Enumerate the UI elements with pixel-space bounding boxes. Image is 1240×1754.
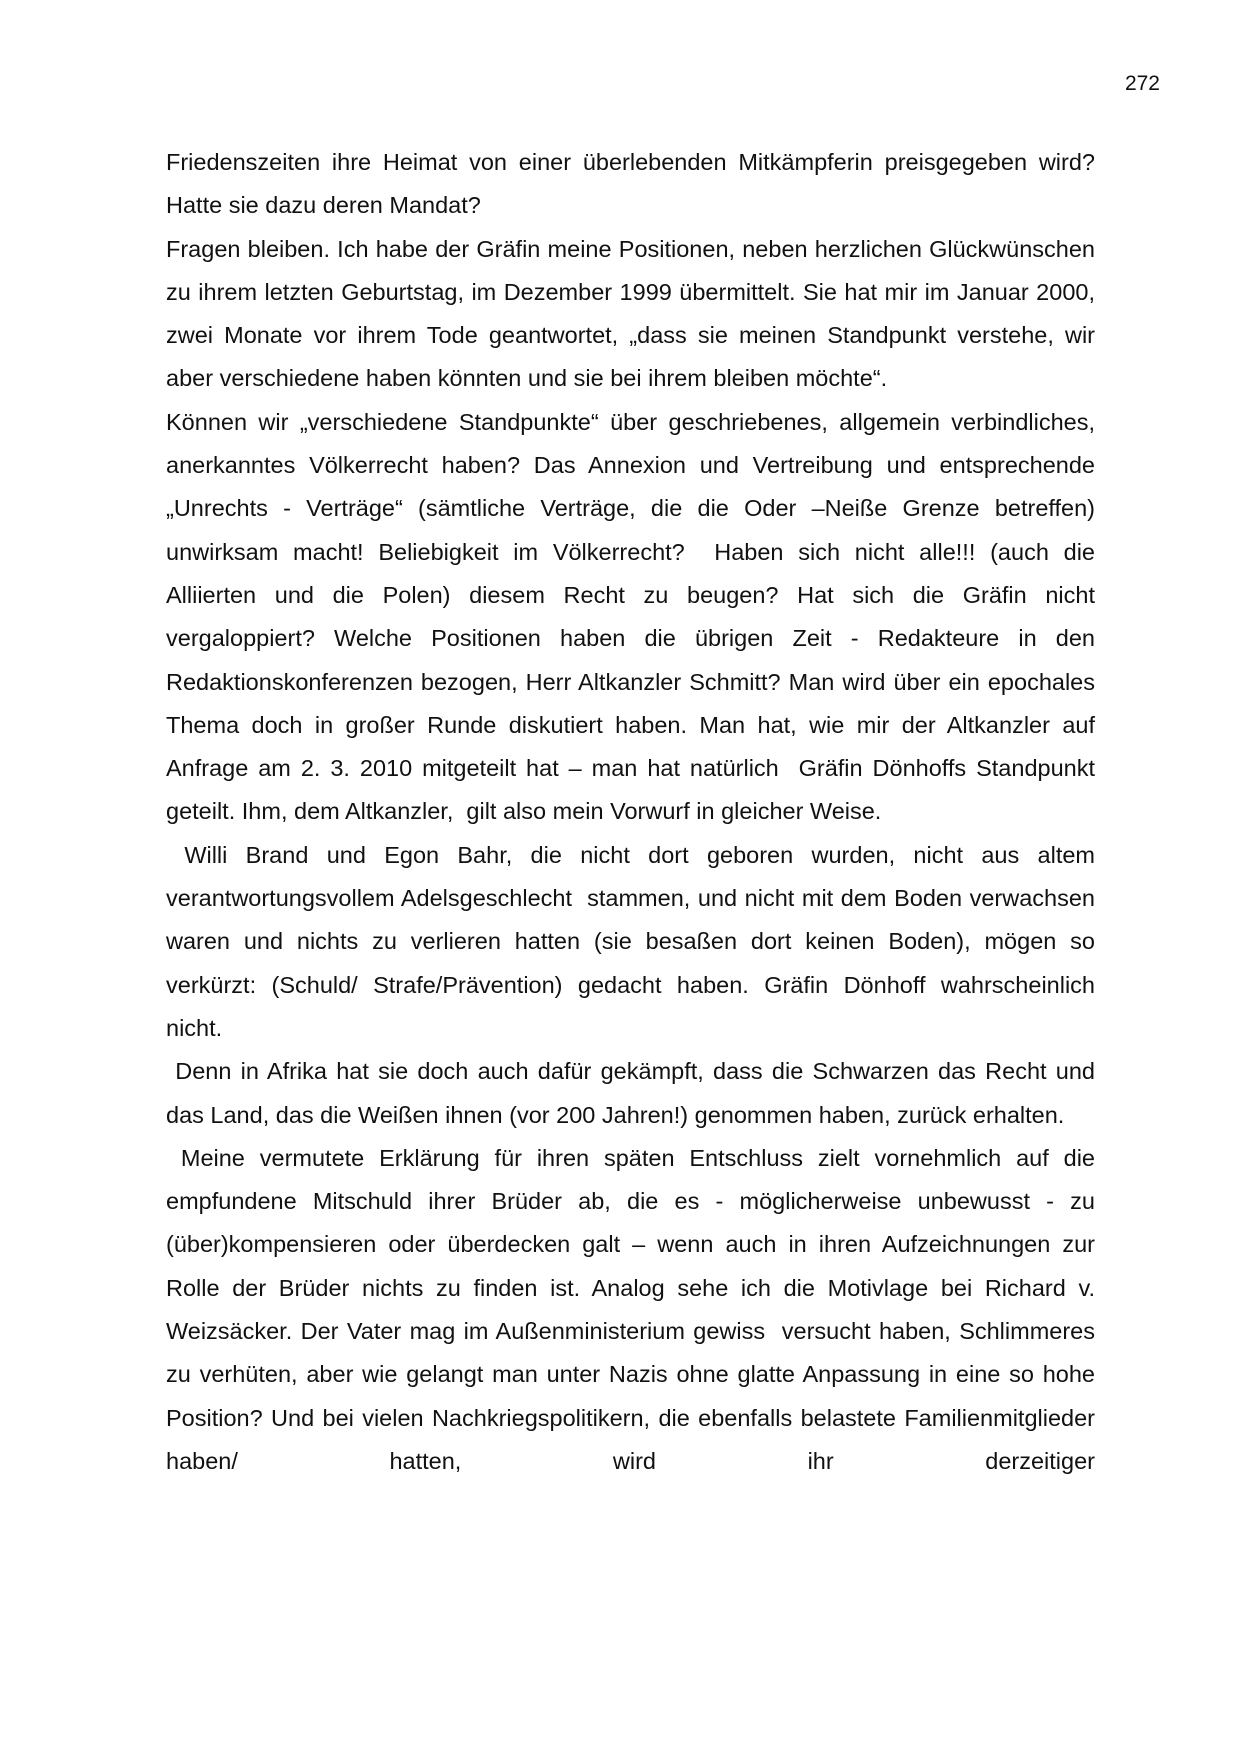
paragraph: Meine vermutete Erklärung für ihren späten Entschluss zielt vornehmlich auf die empfundene Mitschuld ihrer Brüder ab, die es - möglicherweise unbewusst - zu (über)kompensieren oder überdecken galt – wenn auch in ihren Aufzeichnungen zur Rolle der Brüder nichts zu finden ist. Analog sehe ich die Motivlage bei Richard v. Weizsäcker. Der Vater mag im Außenministerium gewiss versucht haben, Schlimmeres zu verhüten, aber wie gelangt man unter Nazis ohne glatte Anpassung in eine so hohe Position? Und bei vielen Nachkriegspolitikern, die ebenfalls belastete Familienmitglieder haben/ hatten, wird ihr derzeitiger [166, 1144, 1102, 1474]
paragraph: Willi Brand und Egon Bahr, die nicht dort geboren wurden, nicht aus altem verantwortungsvollem Adelsgeschlecht stammen, und nicht mit dem Boden verwachsen waren und nichts zu verlieren hatten (sie besaßen dort keinen Boden), mögen so verkürzt: (Schuld/ Strafe/Prävention) gedacht haben. Gräfin Dönhoff wahrscheinlich nicht. [166, 841, 1109, 1041]
body-text [166, 141, 1109, 1483]
paragraph: Fragen bleiben. Ich habe der Gräfin meine Positionen, neben herzlichen Glückwünschen zu ihrem letzten Geburtstag, im Dezember 1999 übermittelt. Sie hat mir im Januar 2000, zwei Monate vor ihrem Tode geantwortet, „dass sie meinen Standpunkt verstehe, wir aber verschiedene haben könnten und sie bei ihrem bleiben möchte“. [166, 235, 1102, 392]
paragraph: Können wir „verschiedene Standpunkte“ über geschriebenes, allgemein verbindliches, anerkanntes Völkerrecht haben? Das Annexion und Vertreibung und entsprechende „Unrechts - Verträge“ (sämtliche Verträge, die die Oder –Neiße Grenze betreffen) unwirksam macht! Beliebigkeit im Völkerrecht? Haben sich nicht alle!!! (auch die Alliierten und die Polen) diesem Recht zu beugen? Hat sich die Gräfin nicht vergaloppiert? Welche Positionen haben die übrigen Zeit - Redakteure in den Redaktionskonferenzen bezogen, Herr Altkanzler Schmitt? Man wird über ein epochales Thema doch in großer Runde diskutiert haben. Man hat, wie mir der Altkanzler auf Anfrage am 2. 3. 2010 mitgeteilt hat – man hat natürlich Gräfin Dönhoffs Standpunkt geteilt. Ihm, dem Altkanzler, gilt also mein Vorwurf in gleicher Weise. [166, 408, 1109, 825]
paragraph: Friedenszeiten ihre Heimat von einer überlebenden Mitkämpferin preisgegeben wird? Hatte sie dazu deren Mandat? [166, 149, 1102, 219]
paragraph: Denn in Afrika hat sie doch auch dafür gekämpft, dass die Schwarzen das Recht und das Land, das die Weißen ihnen (vor 200 Jahren!) genommen haben, zurück erhalten. [166, 1058, 1102, 1128]
page-number: 272 [1124, 72, 1160, 95]
